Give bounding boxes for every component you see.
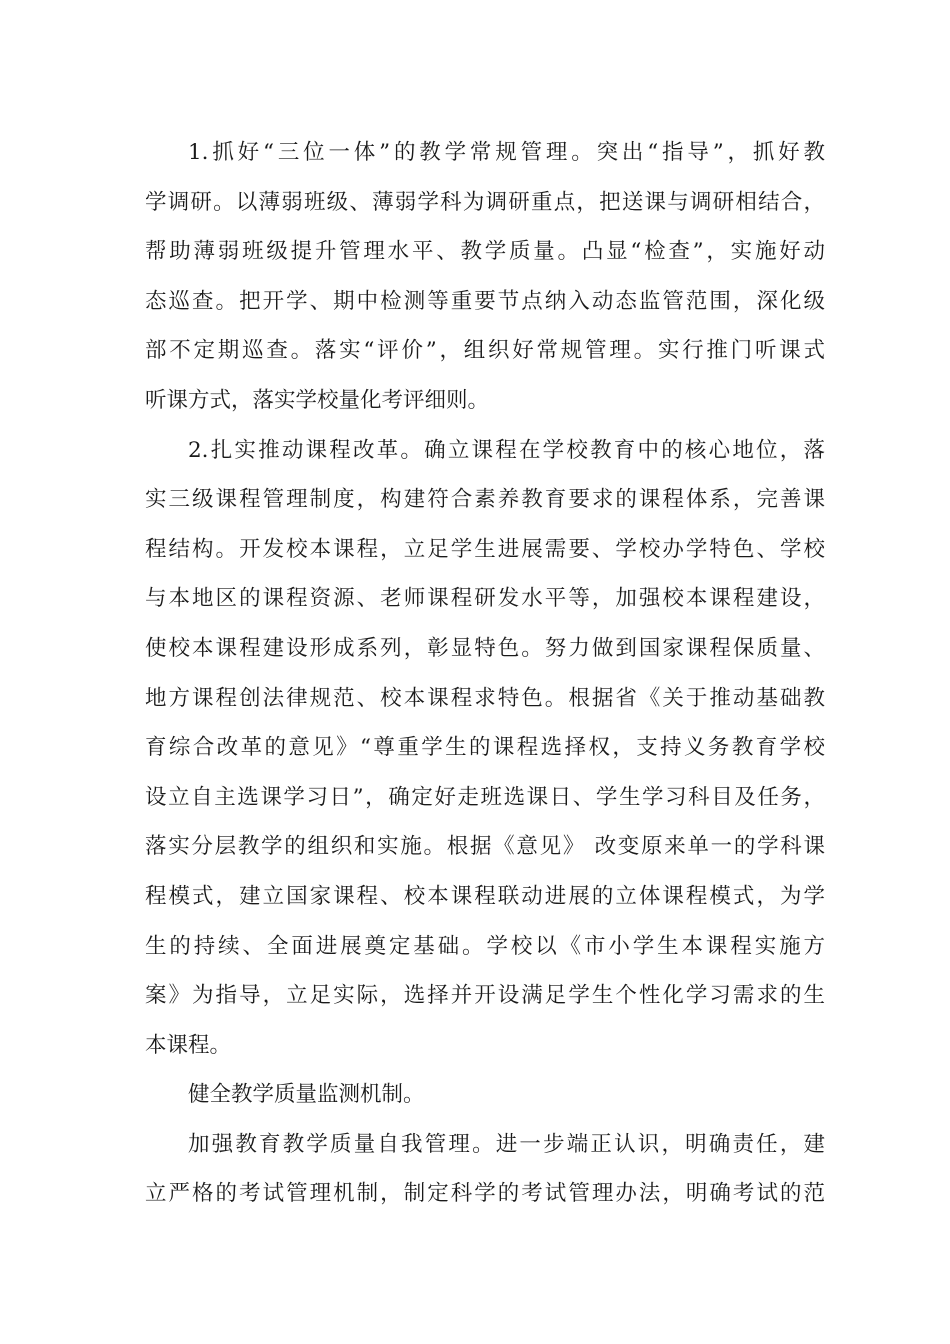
- text-line: 程结构。开发校本课程，立足学生进展需要、学校办学特色、学校: [145, 536, 825, 562]
- text-line: 实三级课程管理制度，构建符合素养教育要求的课程体系，完善课: [145, 487, 825, 513]
- text-line: 设立自主选课学习日”，确定好走班选课日、学生学习科目及任务，: [145, 784, 825, 810]
- text-line: 部不定期巡查。落实“评价”，组织好常规管理。实行推门听课式: [145, 338, 825, 364]
- text-line: 1.抓好“三位一体”的教学常规管理。突出“指导”，抓好教: [188, 140, 825, 165]
- text-line: 程模式，建立国家课程、校本课程联动进展的立体课程模式，为学: [145, 883, 825, 909]
- text-line: 育综合改革的意见》“尊重学生的课程选择权，支持义务教育学校: [145, 735, 825, 761]
- text-line: 案》为指导，立足实际，选择并开设满足学生个性化学习需求的生: [145, 983, 825, 1009]
- text-line: 本课程。: [145, 1032, 232, 1058]
- text-line: 态巡查。把开学、期中检测等重要节点纳入动态监管范围，深化级: [145, 288, 825, 314]
- text-line: 听课方式，落实学校量化考评细则。: [145, 387, 490, 413]
- text-line: 帮助薄弱班级提升管理水平、教学质量。凸显“检查”，实施好动: [145, 239, 825, 265]
- text-line: 落实分层教学的组织和实施。根据《意见》 改变原来单一的学科课: [145, 834, 825, 860]
- document-body: [145, 128, 825, 1219]
- text-line: 2.扎实推动课程改革。确立课程在学校教育中的核心地位，落: [188, 437, 825, 463]
- text-line: 与本地区的课程资源、老师课程研发水平等，加强校本课程建设，: [145, 586, 825, 612]
- text-line: 立严格的考试管理机制，制定科学的考试管理办法，明确考试的范: [145, 1181, 825, 1207]
- text-line: 学调研。以薄弱班级、薄弱学科为调研重点，把送课与调研相结合，: [145, 189, 825, 215]
- text-line: 加强教育教学质量自我管理。进一步端正认识，明确责任，建: [188, 1131, 825, 1157]
- text-line: 生的持续、全面进展奠定基础。学校以《市小学生本课程实施方: [145, 933, 825, 959]
- text-line: 地方课程创法律规范、校本课程求特色。根据省《关于推动基础教: [145, 685, 825, 711]
- text-line: 健全教学质量监测机制。: [188, 1082, 425, 1108]
- text-line: 使校本课程建设形成系列，彰显特色。努力做到国家课程保质量、: [145, 635, 825, 661]
